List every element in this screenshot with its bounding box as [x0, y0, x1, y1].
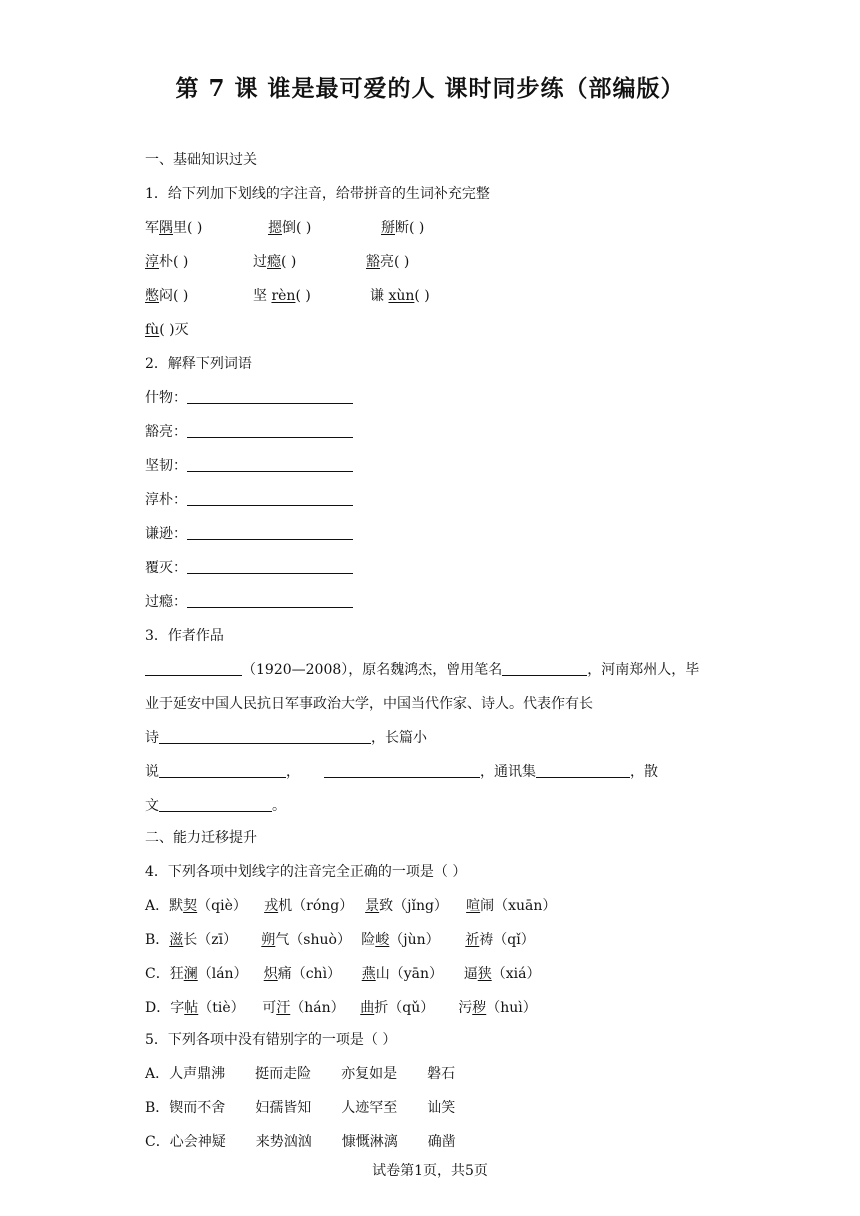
q1-item: 掰断( ): [381, 220, 425, 236]
question-2-stem: 2．解释下列词语: [145, 356, 252, 372]
q1-row-3: [145, 286, 430, 306]
q5-option-c: C．心会神疑 来势汹汹 慷慨淋漓 确凿: [145, 1134, 456, 1150]
question-4-stem: 4．下列各项中划线字的注音完全正确的一项是（ ）: [145, 864, 467, 880]
q4-option-b: B．滋长（zī） 朔气（shuò） 险峻（jùn） 祈祷（qǐ）: [145, 932, 535, 948]
q1-item: 豁亮( ): [366, 254, 410, 270]
answer-blank: [187, 457, 353, 472]
q4-option-c: C．狂澜（lán） 炽痛（chì） 燕山（yān） 逼狭（xiá）: [145, 966, 541, 982]
q1-item: 淳朴( ): [145, 254, 189, 270]
q3-line-2: 业于延安中国人民抗日军事政治大学，中国当代作家、诗人。代表作有长: [145, 696, 593, 712]
section-heading-ability: 二、能力迁移提升: [145, 830, 257, 846]
q1-row-2: [145, 252, 409, 272]
answer-blank: [324, 763, 480, 778]
q2-item: 豁亮：: [145, 422, 353, 442]
q1-item: 谦 xùn( ): [370, 288, 430, 304]
question-3-stem: 3．作者作品: [145, 628, 224, 644]
q1-item: 摁倒( ): [268, 220, 312, 236]
section-heading-basic: 一、基础知识过关: [145, 152, 257, 168]
q1-item: 坚 rèn( ): [253, 288, 311, 304]
q3-line-5: 文 。: [145, 798, 286, 814]
answer-blank: [187, 491, 353, 506]
q2-item: 覆灭：: [145, 558, 353, 578]
q1-row-4: fù( )灭: [145, 322, 189, 338]
q2-item: 过瘾：: [145, 592, 353, 612]
question-1-stem: 1．给下列加下划线的字注音，给带拼音的生词补充完整: [145, 186, 490, 202]
q4-option-a: A．默契（qiè） 戎机（róng） 景致（jǐng） 喧闹（xuān）: [145, 898, 557, 914]
answer-blank: [159, 763, 286, 778]
q3-line-1: （1920—2008），原名魏鸿杰，曾用笔名 ，河南郑州人，毕: [145, 660, 699, 680]
answer-blank: [187, 389, 353, 404]
answer-blank: [187, 593, 353, 608]
q3-line-3: 诗 ，长篇小: [145, 730, 427, 746]
page-footer: 试卷第1页，共5页: [372, 1163, 488, 1179]
q4-option-d: D．字帖（tiè） 可汗（hán） 曲折（qǔ） 污秽（huì）: [145, 1000, 537, 1016]
q2-item: 谦逊：: [145, 524, 353, 544]
q1-item: 军隅里( ): [145, 220, 203, 236]
answer-blank: [187, 559, 353, 574]
q5-option-b: B．锲而不舍 妇孺皆知 人迹罕至 讪笑: [145, 1100, 456, 1116]
q2-item: 什物：: [145, 388, 353, 408]
answer-blank: [502, 661, 587, 676]
q1-row-1: [145, 218, 424, 238]
answer-blank: [159, 729, 371, 744]
q2-item: 淳朴：: [145, 490, 353, 510]
q1-item: 过瘾( ): [253, 254, 297, 270]
q2-item: 坚韧：: [145, 456, 353, 476]
q5-option-a: A．人声鼎沸 挺而走险 亦复如是 磐石: [145, 1066, 456, 1082]
answer-blank: [159, 797, 272, 812]
page-title: 第 7 课 谁是最可爱的人 课时同步练（部编版）: [175, 75, 685, 102]
q3-line-4: 说 ， ，通讯集 ，散: [145, 764, 658, 780]
q1-item: 憋闷( ): [145, 288, 189, 304]
answer-blank: [187, 525, 353, 540]
answer-blank: [536, 763, 630, 778]
question-5-stem: 5．下列各项中没有错别字的一项是（ ）: [145, 1032, 397, 1048]
answer-blank: [187, 423, 353, 438]
answer-blank: [145, 661, 242, 676]
